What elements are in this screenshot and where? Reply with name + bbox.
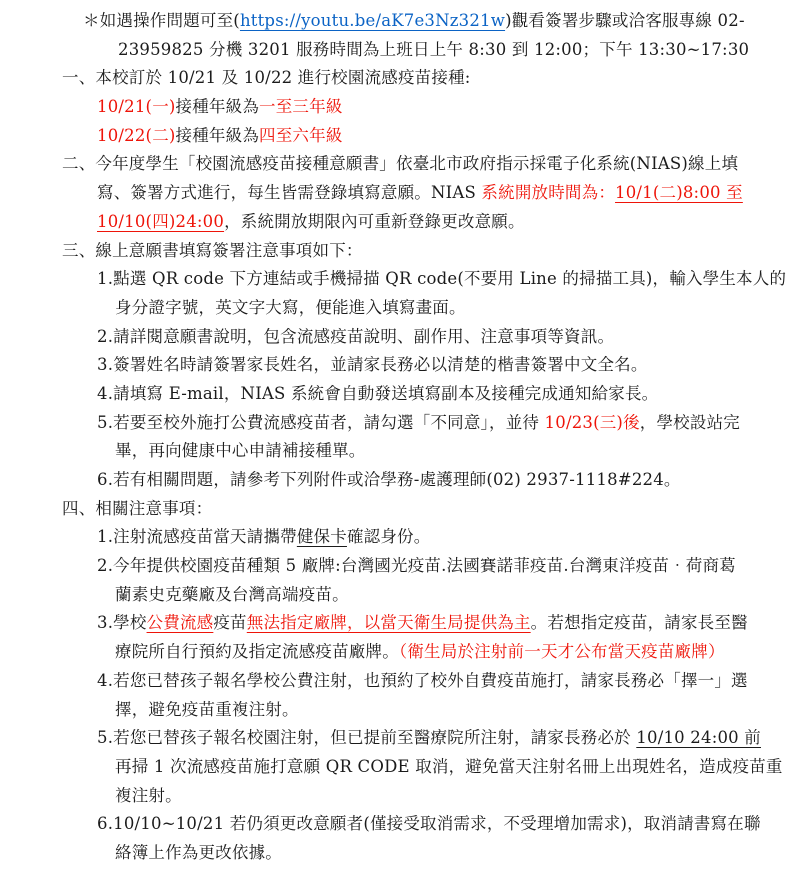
text-run: 1.點選 QR code 下方連結或手機掃描 QR code(不要用 Line 的掃描工具)，輸入學生本人的 <box>97 269 787 289</box>
text-line <box>62 495 789 524</box>
text-line <box>97 351 789 380</box>
text-line <box>97 552 789 581</box>
text-line <box>115 294 789 323</box>
text-run: 5.若您已替孩子報名校園注射，但已提前至醫療院所注射，請家長務必於 <box>97 728 637 748</box>
text-run: 10/10 24:00 前 <box>636 728 761 748</box>
text-run: 4.請填寫 E-mail，NIAS 系統會自動發送填寫副本及接種完成通知給家長。 <box>97 383 659 403</box>
text-run: 公費流感 <box>146 613 214 633</box>
text-run: 一至三年級 <box>259 97 343 117</box>
text-run: 寫、簽署方式進行，每生皆需登錄填寫意願。NIAS <box>97 183 482 203</box>
text-run: 2.請詳閱意願書說明，包含流感疫苗說明、副作用、注意事項等資訊。 <box>97 326 615 346</box>
text-run: 療院所自行預約及指定流感疫苗廠牌。 <box>115 642 399 662</box>
text-run: ，系統開放期限內可重新登錄更改意願。 <box>224 211 525 231</box>
text-line <box>97 93 789 122</box>
text-line <box>115 696 789 725</box>
text-run: 2.今年提供校園疫苗種類 5 廠牌:台灣國光疫苗.法國賽諾菲疫苗.台灣東洋疫苗‧荷商葛 <box>97 556 736 576</box>
text-line <box>97 810 789 839</box>
text-line <box>97 466 789 495</box>
text-run: 四至六年級 <box>259 125 343 145</box>
text-run: ，學校設站完 <box>639 412 740 432</box>
text-line <box>97 724 789 753</box>
text-run: 1.注射流感疫苗當天請攜帶 <box>97 527 297 547</box>
text-run: 3.學校 <box>97 613 147 633</box>
text-run: ＊如遇操作問題可至( <box>83 11 240 30</box>
text-line <box>97 323 789 352</box>
text-line <box>97 208 789 237</box>
text-line <box>97 409 789 438</box>
text-run: 身分證字號，英文字大寫，便能進入填寫畫面。 <box>115 297 466 317</box>
text-line <box>97 265 789 294</box>
text-run: 10/23(三)後 <box>544 412 640 432</box>
text-run: 10/1(二)8:00 至 <box>615 183 743 203</box>
text-run: 三、線上意願書填寫簽署注意事項如下： <box>62 240 363 260</box>
text-run: 蘭素史克藥廠及台灣高端疫苗。 <box>115 584 349 604</box>
text-line <box>115 437 789 466</box>
text-line <box>118 36 789 65</box>
text-run: 無法指定廠牌，以當天衛生局提供為主 <box>246 613 531 633</box>
youtube-link[interactable]: https://youtu.be/aK7e3Nz321w <box>239 11 506 30</box>
text-line <box>62 64 789 93</box>
text-run: （衛生局於注射前一天才公布當天疫苗廠牌） <box>398 642 725 662</box>
text-run: 6.10/10~10/21 若仍須更改意願者(僅接受取消需求，不受理增加需求)，取消請書寫在聯 <box>97 814 761 834</box>
text-run: )觀看簽署步驟或洽客服專線 02- <box>505 11 745 30</box>
text-line <box>115 638 789 667</box>
text-line <box>62 237 789 266</box>
text-run: 接種年級為 <box>175 97 260 117</box>
text-run: 確認身份。 <box>346 527 431 547</box>
text-run: 10/22(二) <box>97 125 176 145</box>
text-line <box>97 609 789 638</box>
text-run: 23959825 分機 3201 服務時間為上班日上午 8:30 到 12:00；下午 13:30~17:30 <box>118 39 750 59</box>
text-run: 。若想指定疫苗，請家長至醫 <box>530 613 748 633</box>
text-line <box>115 782 789 811</box>
text-line <box>115 581 789 610</box>
text-line <box>97 179 789 208</box>
text-run: 擇，避免疫苗重複注射。 <box>115 699 299 719</box>
text-line <box>97 523 789 552</box>
text-run: 接種年級為 <box>175 125 260 145</box>
text-run: 疫苗 <box>213 613 247 633</box>
text-run: 3.簽署姓名時請簽署家長姓名，並請家長務必以清楚的楷書簽署中文全名。 <box>97 355 648 375</box>
text-line <box>97 122 789 151</box>
text-line <box>115 839 789 868</box>
text-run: 畢，再向健康中心申請補接種單。 <box>115 441 366 461</box>
text-run: 再掃 1 次流感疫苗施打意願 QR CODE 取消，避免當天注射名冊上出現姓名，造成疫苗重 <box>115 756 783 776</box>
text-run: 四、相關注意事項： <box>62 498 213 518</box>
text-line <box>83 7 789 36</box>
text-line <box>97 667 789 696</box>
text-run: 4.若您已替孩子報名學校公費注射，也預約了校外自費疫苗施打，請家長務必「擇一」選 <box>97 670 748 690</box>
text-run: 二、今年度學生「校園流感疫苗接種意願書」依臺北市政府指示採電子化系統(NIAS)線上填 <box>62 154 739 174</box>
text-run: 健保卡 <box>296 527 347 547</box>
text-run: 系統開放時間為： <box>481 183 616 203</box>
text-run: 10/10(四)24:00 <box>97 211 225 231</box>
text-run: 5.若要至校外施打公費流感疫苗者，請勾選「不同意」，並待 <box>97 412 545 432</box>
text-run: 10/21(一) <box>97 97 176 117</box>
text-run: 6.若有相關問題，請參考下列附件或洽學務-處護理師(02) 2937-1118#224。 <box>97 470 681 489</box>
text-run: 複注射。 <box>115 785 182 805</box>
text-run: 絡簿上作為更改依據。 <box>115 842 282 862</box>
text-run: 一、本校訂於 10/21 及 10/22 進行校園流感疫苗接種: <box>62 68 471 88</box>
text-line <box>62 150 789 179</box>
text-line <box>97 380 789 409</box>
text-line <box>115 753 789 782</box>
